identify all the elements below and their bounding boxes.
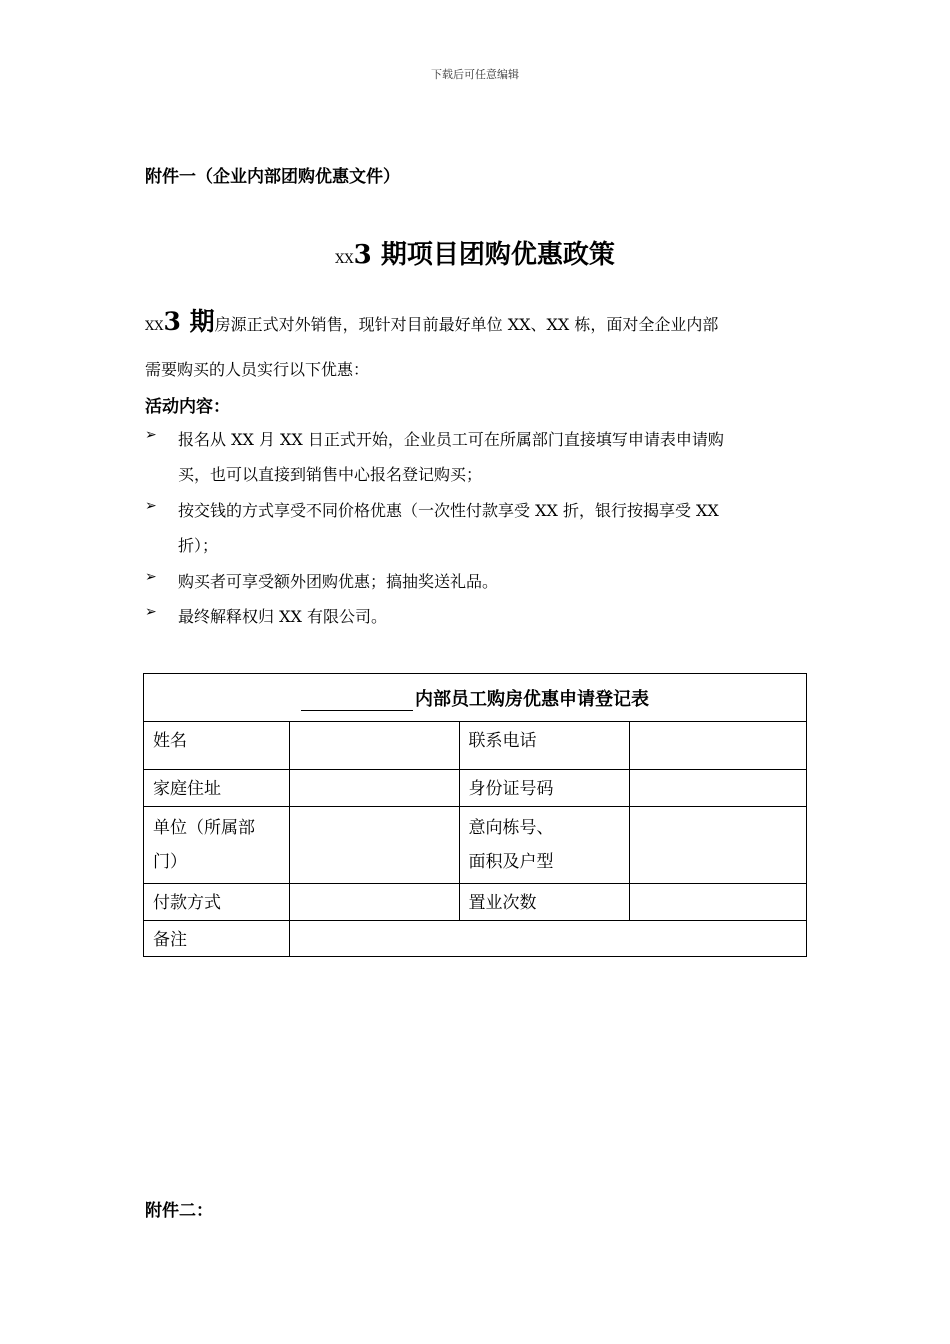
arrow-bullet-icon: ➢ xyxy=(145,498,157,514)
header-note: 下载后可任意编辑 xyxy=(431,68,519,81)
purchase-count-label: 置业次数 xyxy=(459,884,630,921)
phone-label: 联系电话 xyxy=(459,722,630,770)
id-number-field[interactable] xyxy=(630,770,807,807)
intro-line-1 xyxy=(145,302,810,338)
document-title xyxy=(0,234,950,271)
bullet-text-cont: 折）； xyxy=(178,536,219,555)
bullet-text: 报名从 XX 月 XX 日正式开始，企业员工可在所属部门直接填写申请表申请购 xyxy=(178,430,724,449)
remark-label: 备注 xyxy=(144,921,290,957)
payment-label: 付款方式 xyxy=(144,884,290,921)
registration-form-table xyxy=(143,673,807,957)
arrow-bullet-icon: ➢ xyxy=(145,604,157,620)
intro-line1-rest: 房源正式对外销售，现针对目前最好单位 XX、XX 栋，面对全企业内部 xyxy=(214,315,719,334)
address-label: 家庭住址 xyxy=(144,770,290,807)
form-title-text: 内部员工购房优惠申请登记表 xyxy=(415,688,649,710)
purchase-count-field[interactable] xyxy=(630,884,807,921)
intro-line-2: 需要购买的人员实行以下优惠： xyxy=(145,360,370,379)
name-field[interactable] xyxy=(289,722,459,770)
title-main: 3 期项目团购优惠政策 xyxy=(353,240,615,270)
intent-label-line1: 意向栋号、 xyxy=(468,818,554,838)
payment-field[interactable] xyxy=(289,884,459,921)
arrow-bullet-icon: ➢ xyxy=(145,569,157,585)
intent-field[interactable] xyxy=(630,807,807,884)
id-number-label: 身份证号码 xyxy=(459,770,630,807)
name-label: 姓名 xyxy=(144,722,290,770)
form-title-blank[interactable] xyxy=(301,692,413,711)
intent-label xyxy=(459,807,630,884)
remark-field[interactable] xyxy=(289,921,806,957)
bullet-text: 最终解释权归 XX 有限公司。 xyxy=(178,607,387,626)
intent-label-line2: 面积及户型 xyxy=(468,852,554,872)
attachment1-heading: 附件一（企业内部团购优惠文件） xyxy=(145,167,400,187)
attachment2-heading: 附件二： xyxy=(145,1201,213,1221)
bullet-text: 购买者可享受额外团购优惠；搞抽奖送礼品。 xyxy=(178,572,499,591)
phone-field[interactable] xyxy=(630,722,807,770)
unit-label: 单位（所属部门） xyxy=(144,807,290,884)
address-field[interactable] xyxy=(289,770,459,807)
title-prefix: XX xyxy=(335,252,354,267)
form-title xyxy=(144,674,807,722)
bullet-text: 按交钱的方式享受不同价格优惠（一次性付款享受 XX 折，银行按揭享受 XX xyxy=(178,501,719,520)
arrow-bullet-icon: ➢ xyxy=(145,427,157,443)
bullet-text-cont: 买，也可以直接到销售中心报名登记购买； xyxy=(178,465,483,484)
intro-prefix: XX xyxy=(145,319,164,334)
activity-heading: 活动内容： xyxy=(145,397,230,417)
unit-field[interactable] xyxy=(289,807,459,884)
intro-phase: 3 期 xyxy=(163,307,215,336)
